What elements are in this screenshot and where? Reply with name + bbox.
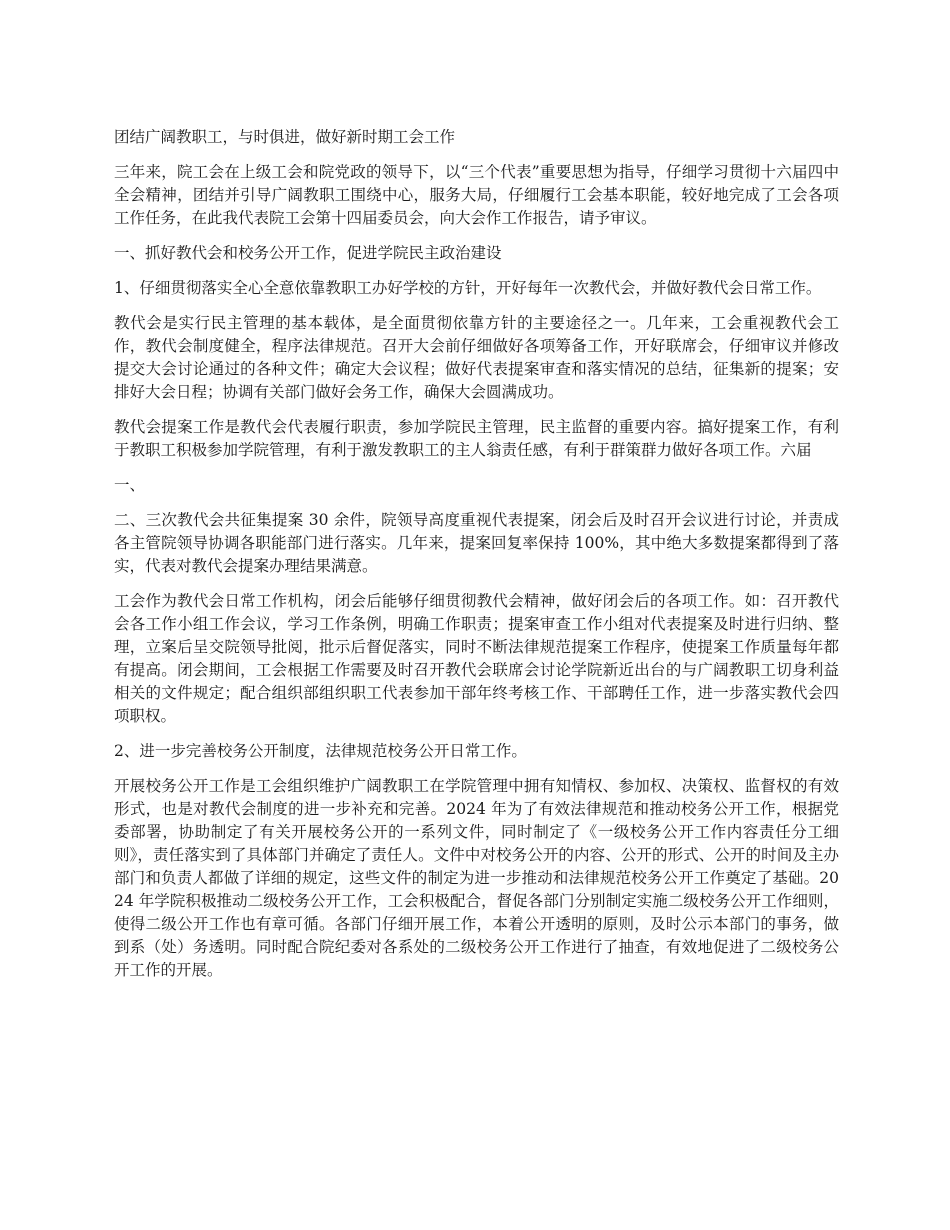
intro-paragraph: 三年来，院工会在上级工会和院党政的领导下，以“三个代表”重要思想为指导，仔细学习贯彻十六届四中全会精神，团结并引导广阔教职工围绕中心，服务大局，仔细履行工会基本职能，较好地完成了工会各项工作任务，在此我代表院工会第十四届委员会，向大会作工作报告，请予审议。 [114, 163, 839, 227]
body-paragraph: 开展校务公开工作是工会组织维护广阔教职工在学院管理中拥有知情权、参加权、决策权、监督权的有效形式，也是对教代会制度的进一步补充和完善。2024 年为了有效法律规范和推动校务公开工作，根据党委部署，协助制定了有关开展校务公开的一系列文件，同时制定了《一级校务公开工作内容责任分工细则》，责任落实到了具体部门并确定了责任人。文件中对校务公开的内容、公开的形式、公开的时间及主办部门和负责人都做了详细的规定，这些文件的制定为进一步推动和法律规范校务公开工作奠定了基础。2024 年学院积极推动二级校务公开工作，工会积极配合，督促各部门分别制定实施二级校务公开工作细则，使得二级公开工作也有章可循。各部门仔细开展工作，本着公开透明的原则，及时公示本部门的事务，做到系（处）务透明。同时配合院纪委对各系处的二级校务公开工作进行了抽查，有效地促进了二级校务公开工作的开展。 [114, 777, 839, 979]
body-paragraph: 教代会是实行民主管理的基本载体，是全面贯彻依靠方针的主要途径之一。几年来，工会重视教代会工作，教代会制度健全，程序法律规范。召开大会前仔细做好各项筹备工作，开好联席会，仔细审议并修改提交大会讨论通过的各种文件；确定大会议程；做好代表提案审查和落实情况的总结，征集新的提案；安排好大会日程；协调有关部门做好会务工作，确保大会圆满成功。 [114, 314, 839, 401]
body-paragraph: 教代会提案工作是教代会代表履行职责，参加学院民主管理，民主监督的重要内容。搞好提案工作，有利于教职工积极参加学院管理，有利于激发教职工的主人翁责任感，有利于群策群力做好各项工作。六届 [114, 418, 839, 459]
section-heading-1: 一、抓好教代会和校务公开工作，促进学院民主政治建设 [114, 244, 502, 262]
subsection-heading-2: 2、进一步完善校务公开制度，法律规范校务公开日常工作。 [114, 742, 527, 760]
body-paragraph: 工会作为教代会日常工作机构，闭会后能够仔细贯彻教代会精神，做好闭会后的各项工作。如：召开教代会各工作小组工作会议，学习工作条例，明确工作职责；提案审查工作小组对代表提案及时进行归纳、整理，立案后呈交院领导批阅，批示后督促落实，同时不断法律规范提案工作程序，使提案工作质量每年都有提高。闭会期间，工会根据工作需要及时召开教代会联席会讨论学院新近出台的与广阔教职工切身利益相关的文件规定；配合组织部组织职工代表参加干部年终考核工作、干部聘任工作，进一步落实教代会四项职权。 [114, 592, 839, 725]
body-paragraph: 一、 [114, 476, 146, 494]
document-page [114, 126, 839, 994]
subsection-heading-1: 1、仔细贯彻落实全心全意依靠教职工办好学校的方针，开好每年一次教代会，并做好教代会日常工作。 [114, 279, 822, 297]
body-paragraph: 二、三次教代会共征集提案 30 余件，院领导高度重视代表提案，闭会后及时召开会议进行讨论，并责成各主管院领导协调各职能部门进行落实。几年来，提案回复率保持 100%，其中绝大多数提案都得到了落实，代表对教代会提案办理结果满意。 [114, 511, 839, 575]
document-title: 团结广阔教职工，与时俱进，做好新时期工会工作 [114, 128, 456, 146]
